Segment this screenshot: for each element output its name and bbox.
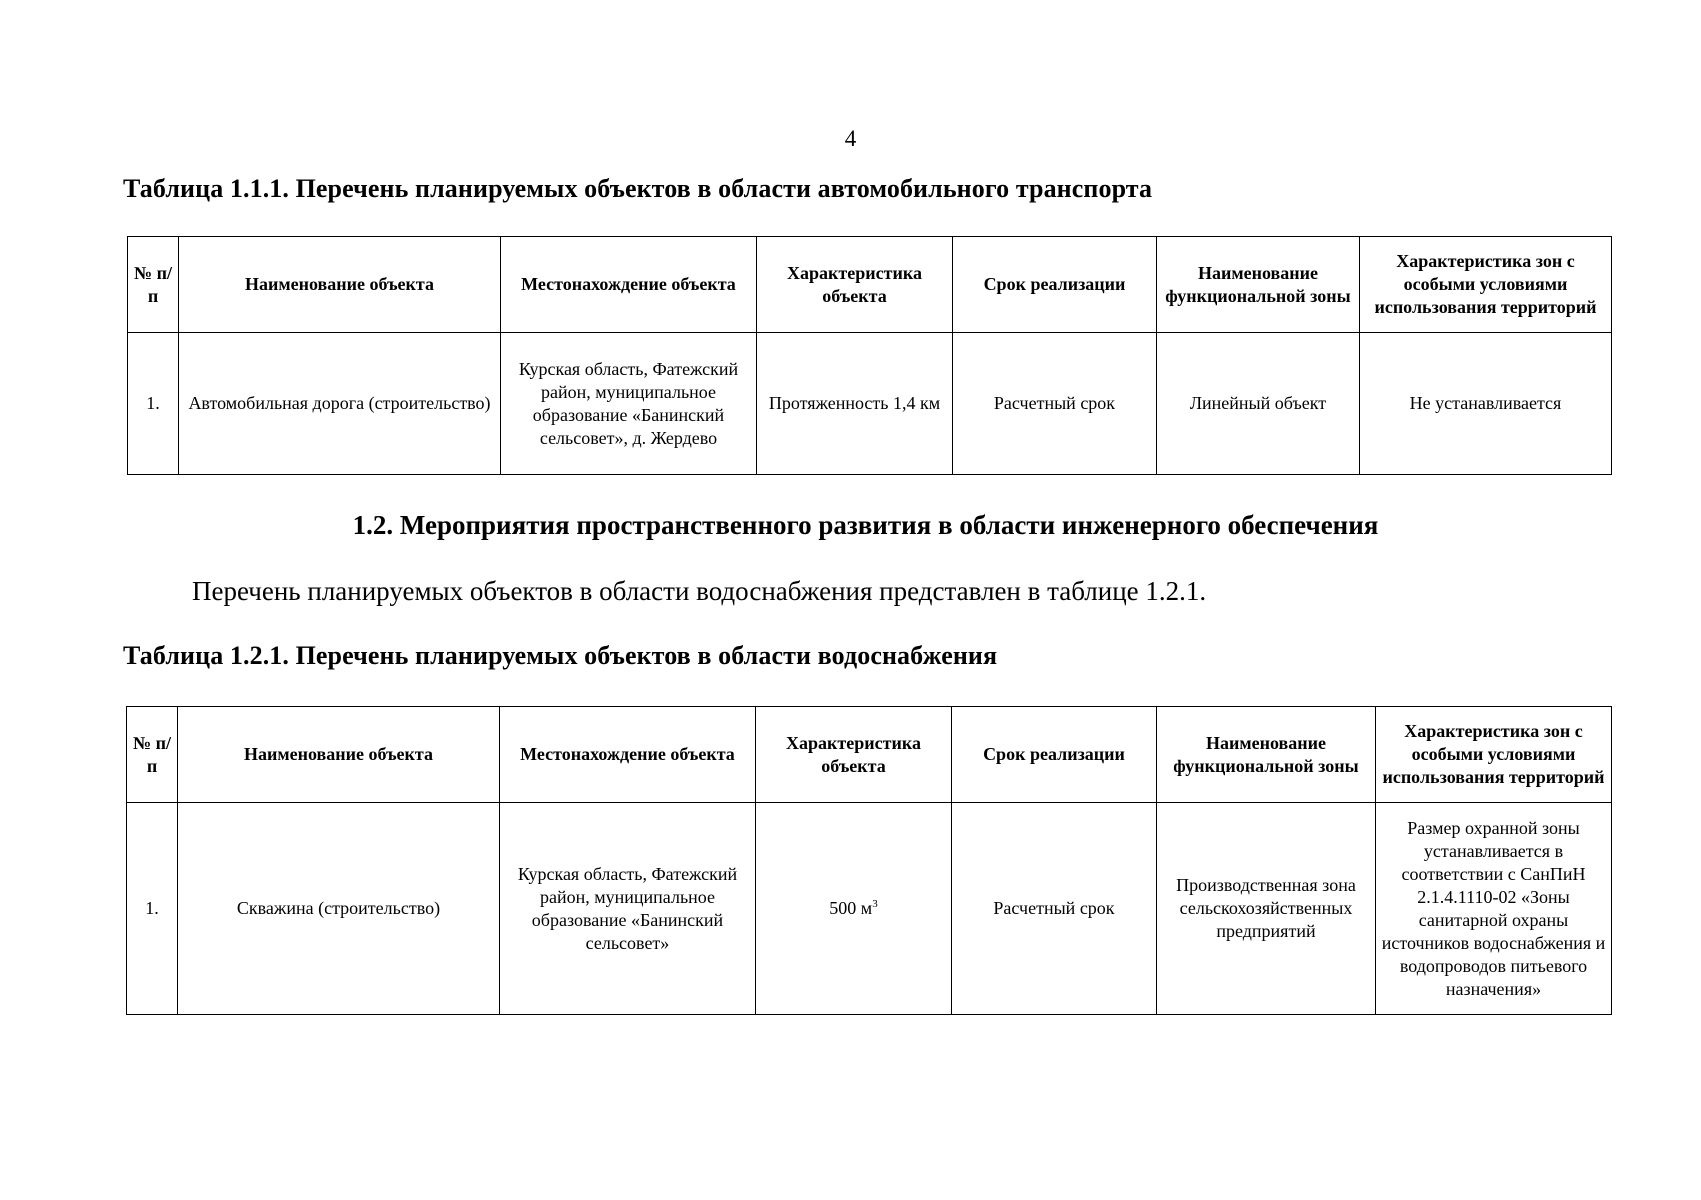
header-location: Местонахождение объекта (500, 707, 756, 803)
header-characteristic: Характеристика объекта (757, 237, 953, 333)
cell-object-name: Скважина (строительство) (178, 803, 500, 1015)
section-title: 1.2. Мероприятия пространственного развития в области инженерного обеспечения (352, 510, 1379, 540)
cell-special-zones: Размер охранной зоны устанавливается в соответствии с СанПиН 2.1.4.1110-02 «Зоны санитарной охраны источников водоснабжения и водопроводов питьевого назначения» (1376, 803, 1612, 1015)
cell-object-name: Автомобильная дорога (строительство) (179, 333, 501, 475)
header-functional-zone: Наименование функциональной зоны (1157, 707, 1376, 803)
table-header-row (128, 237, 1612, 333)
header-object-name: Наименование объекта (179, 237, 501, 333)
characteristic-value: 500 м (829, 898, 873, 918)
page-number: 4 (844, 126, 857, 151)
cell-term: Расчетный срок (953, 333, 1157, 475)
cell-location: Курская область, Фатежский район, муниципальное образование «Банинский сельсовет» (500, 803, 756, 1015)
header-location: Местонахождение объекта (501, 237, 757, 333)
table-header-row (127, 707, 1612, 803)
table-1-2-1-caption: Таблица 1.2.1. Перечень планируемых объектов в области водоснабжения (123, 641, 998, 670)
header-special-zones: Характеристика зон с особыми условиями использования территорий (1360, 237, 1612, 333)
cell-characteristic: Протяженность 1,4 км (757, 333, 953, 475)
table-1-1-1 (127, 236, 1612, 475)
table-row (127, 803, 1612, 1015)
table-1-2-1 (126, 706, 1612, 1015)
cell-number: 1. (128, 333, 179, 475)
section-paragraph: Перечень планируемых объектов в области водоснабжения представлен в таблице 1.2.1. (192, 576, 1207, 606)
header-number: № п/п (128, 237, 179, 333)
cell-functional-zone: Производственная зона сельскохозяйственных предприятий (1157, 803, 1376, 1015)
header-object-name: Наименование объекта (178, 707, 500, 803)
cell-special-zones: Не устанавливается (1360, 333, 1612, 475)
cell-number: 1. (127, 803, 178, 1015)
characteristic-superscript: 3 (872, 898, 878, 910)
cell-characteristic (756, 803, 952, 1015)
header-term: Срок реализации (952, 707, 1157, 803)
cell-location: Курская область, Фатежский район, муниципальное образование «Банинский сельсовет», д. Жердево (501, 333, 757, 475)
cell-functional-zone: Линейный объект (1157, 333, 1360, 475)
header-characteristic: Характеристика объекта (756, 707, 952, 803)
cell-term: Расчетный срок (952, 803, 1157, 1015)
header-functional-zone: Наименование функциональной зоны (1157, 237, 1360, 333)
header-special-zones: Характеристика зон с особыми условиями использования территорий (1376, 707, 1612, 803)
header-number: № п/п (127, 707, 178, 803)
header-term: Срок реализации (953, 237, 1157, 333)
table-row (128, 333, 1612, 475)
table-1-1-1-caption: Таблица 1.1.1. Перечень планируемых объектов в области автомобильного транспорта (123, 174, 1153, 203)
